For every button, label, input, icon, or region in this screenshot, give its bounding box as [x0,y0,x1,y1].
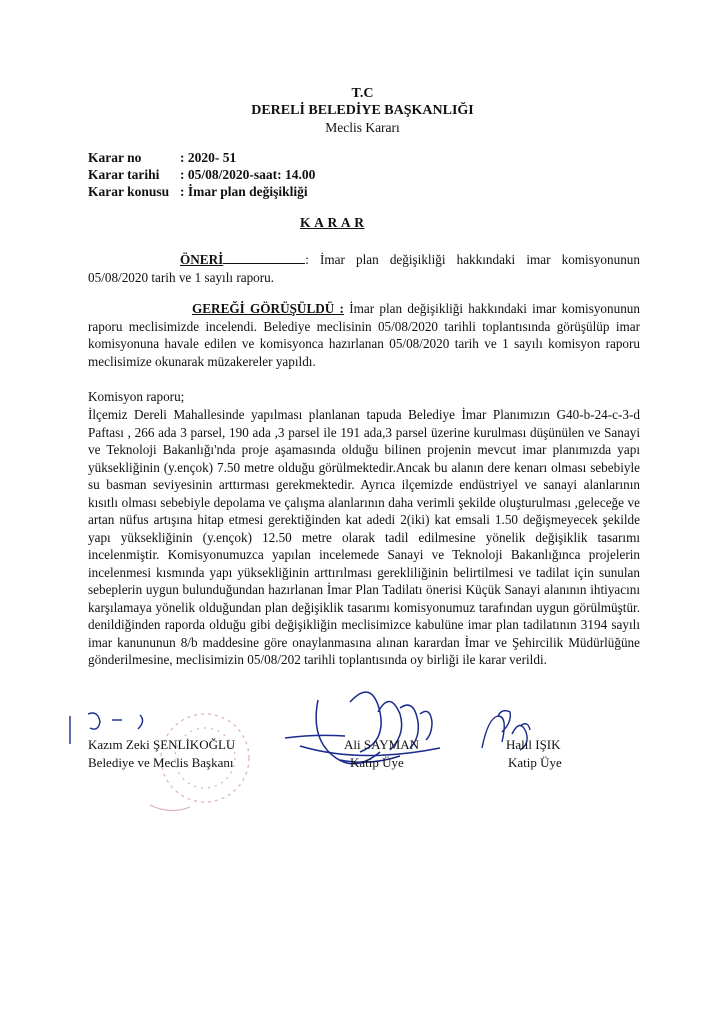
karar-konusu-value: : İmar plan değişikliği [180,184,308,199]
header-institution: DERELİ BELEDİYE BAŞKANLIĞI [251,103,474,118]
karar-tarihi-value: : 05/08/2020-saat: 14.00 [180,167,316,182]
signer-3-title: Katip Üye [508,755,562,770]
komisyon-label: Komisyon raporu; [88,389,185,404]
karar-tarihi-label: Karar tarihi [88,167,160,182]
signer-2-title: Katip Üye [350,755,404,770]
karar-heading: K A R A R [300,215,365,230]
karar-no-label: Karar no [88,150,142,165]
gor-text: İmar plan değişikliği hakkındaki imar komisyonunun raporu meclisimizde incelendi. Belediye meclisinin 05/08/2020 tarihli toplantısında görüşülüp imar komisyonuna havale edilen ve komisyonca hazırlanan 05/08/2020 tarih ve 1 sayılı komisyon raporu meclisimize okunarak müzakereler yapıldı. [88,301,640,369]
karar-konusu-label: Karar konusu [88,184,170,199]
signer-1-title: Belediye ve Meclis Başkanı [88,755,234,770]
header-tc: T.C [351,86,374,101]
body-paragraph: İlçemiz Dereli Mahallesinde yapılması planlanan tapuda Belediye İmar Planımızın G40-b-24-c-3-d Paftası , 266 ada 3 parsel, 190 ada ,3 parsel ile 191 ada,3 parsel üzerine kurulması düşünülen ve Sanayi ve Teknoloji Bakanlığı'nda proje aşamasında olduğu bilinen projenin mevcut imar planımızda yapı yüksekliğinin (y.ençok) 7.50 metre olduğu görülmektedir.Ancak bu alanın dere kenarı olması sebebiyle su basman seviyesinin arttırması gerekmektedir. Ayrıca ilçemizde endüstriyel ve sanayi alanlarının kısıtlı olması sebebiyle depolama ve çalışma alanlarının daha verimli şekilde oluşturulması ,geleceğe ve artan nüfus artışına hitap etmesi gerektiğinden kat adedi 2(iki) kat emsali 1.50 değişmeyecek şekilde yapı yüksekliğinin (y.ençok) 12.50 metre olarak tadil edilmesine yönelik değişiklik tasarımı incelenmiştir. Komisyonumuzca yapılan incelemede Sanayi ve Teknoloji Bakanlığınca projelerin incelenmesi kısmında yapı yüksekliğinin arttırılması gerekliliğinin belirtilmesi ve tadilat için sunulan sebeplerin uygun bulunduğundan hazırlanan İmar Plan Tadilatı önerisi Küçük Sanayi alanının ihtiyacını karşılamaya yönelik olduğundan plan değişiklik tasarımı komisyonumuz tarafından uygun görülmüştür. denildiğinden raporda olduğu gibi değişikliğin meclisimizce kabulüne imar plan tadilatının 3194 sayılı imar kanununun 8/b maddesine göre onaylanmasına alınan karardan İmar ve Şehircilik Müdürlüğüne gönderilmesine, meclisimizin 05/08/202 tarihli toplantısında oy birliği ile karar verildi. [88,407,640,667]
signature-block-3 [506,736,562,772]
oneri-text: : İmar plan değişikliği hakkındaki imar komisyonunun 05/08/2020 tarih ve 1 sayılı raporu. [88,252,640,285]
signer-3-name: Halil IŞIK [506,737,561,752]
gor-label: GEREĞİ GÖRÜŞÜLDÜ : [192,301,344,316]
header-subtitle: Meclis Kararı [325,120,400,135]
signature-block-2 [344,736,419,772]
signer-1-name: Kazım Zeki ŞENLİKOĞLU [88,737,236,752]
oneri-label: ÖNERİ [180,252,224,267]
karar-no-value: : 2020- 51 [180,150,237,165]
signature-block-1 [88,736,235,772]
signer-2-name: Ali SAYMAN [344,737,420,752]
